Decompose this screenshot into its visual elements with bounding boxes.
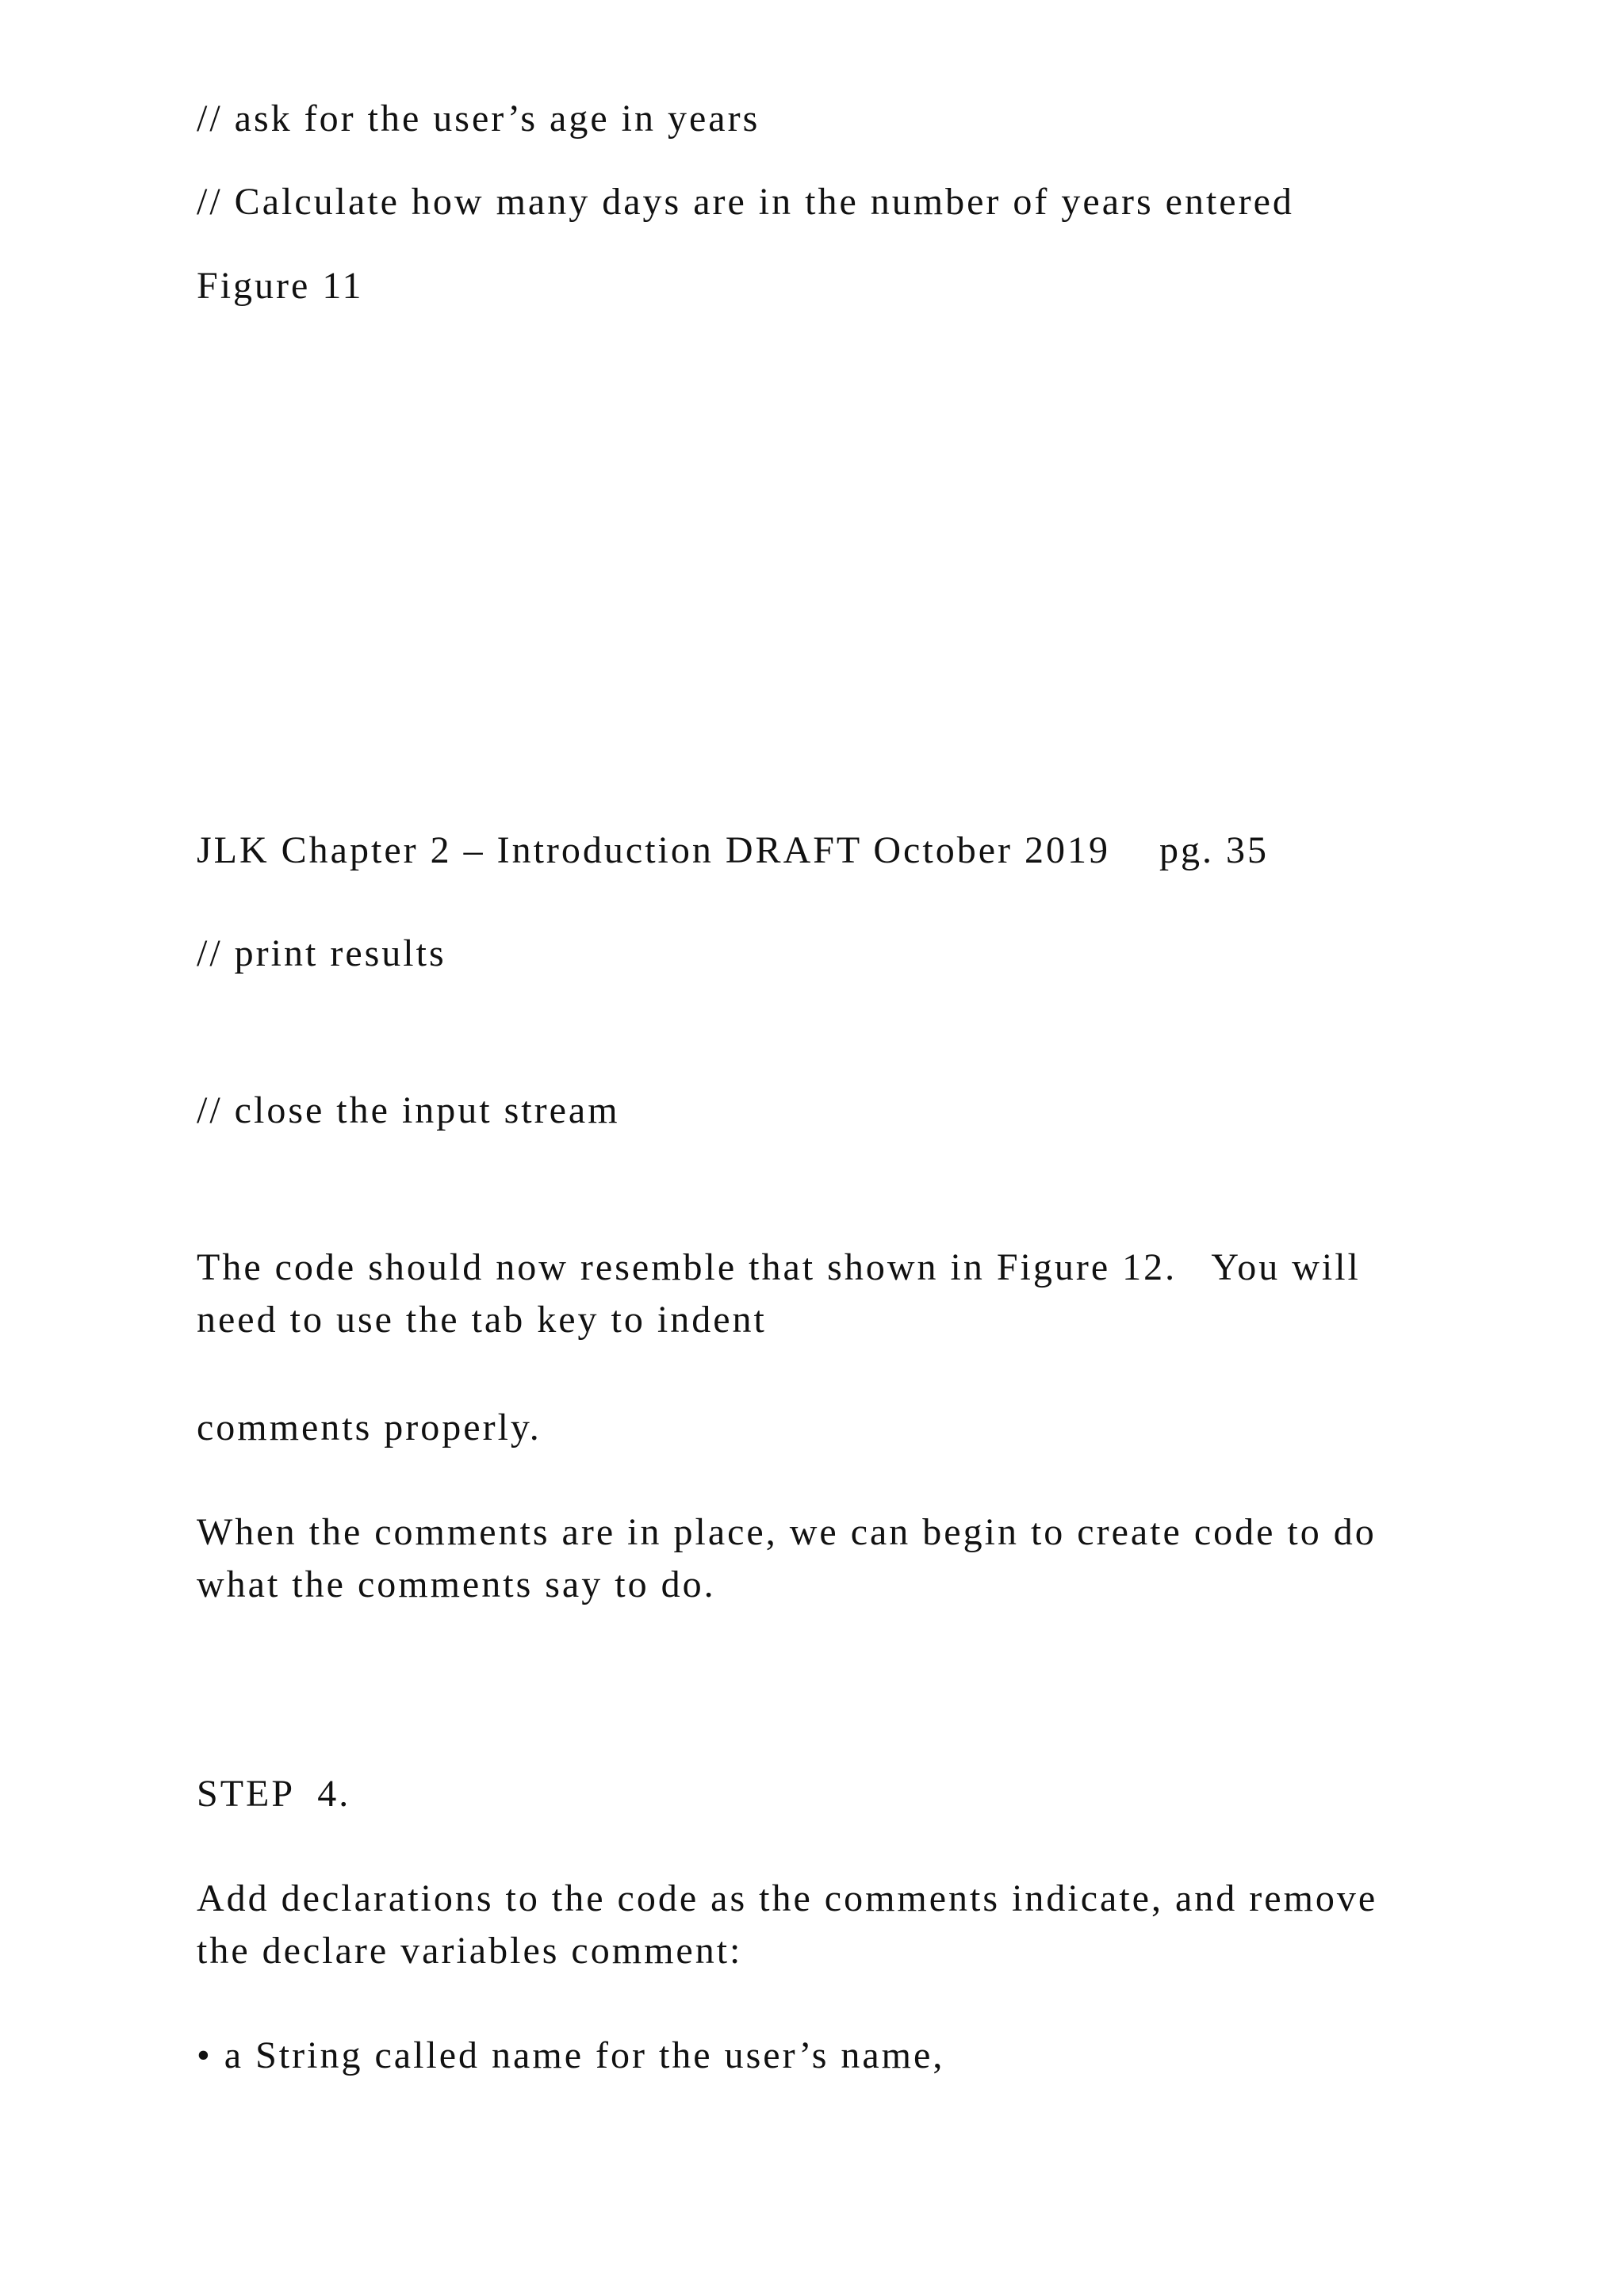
code-comment-ask-age: // ask for the user’s age in years bbox=[197, 98, 760, 140]
step-heading: STEP 4. bbox=[197, 1773, 351, 1815]
paragraph-when-comments: When the comments are in place, we can begin to create code to do what the comments say to do. bbox=[197, 1511, 1388, 1605]
bullet-item-string: • a String called name for the user’s name, bbox=[197, 2034, 945, 2076]
page-number: pg. 35 bbox=[1159, 829, 1269, 871]
code-comment-close-stream: // close the input stream bbox=[197, 1089, 620, 1131]
paragraph-add-declarations: Add declarations to the code as the comments indicate, and remove the declare variables comment: bbox=[197, 1877, 1390, 1972]
figure-caption: Figure 11 bbox=[197, 265, 364, 307]
code-comment-calculate-days: // Calculate how many days are in the number of years entered bbox=[197, 181, 1294, 223]
page-footer bbox=[197, 825, 1434, 877]
paragraph-comments-properly: comments properly. bbox=[197, 1406, 542, 1448]
paragraph-resemble: The code should now resemble that shown in Figure 12. You will need to use the tab key to indent bbox=[197, 1246, 1373, 1341]
code-comment-print-results: // print results bbox=[197, 932, 446, 974]
footer-text: JLK Chapter 2 – Introduction DRAFT October 2019 bbox=[197, 829, 1110, 871]
